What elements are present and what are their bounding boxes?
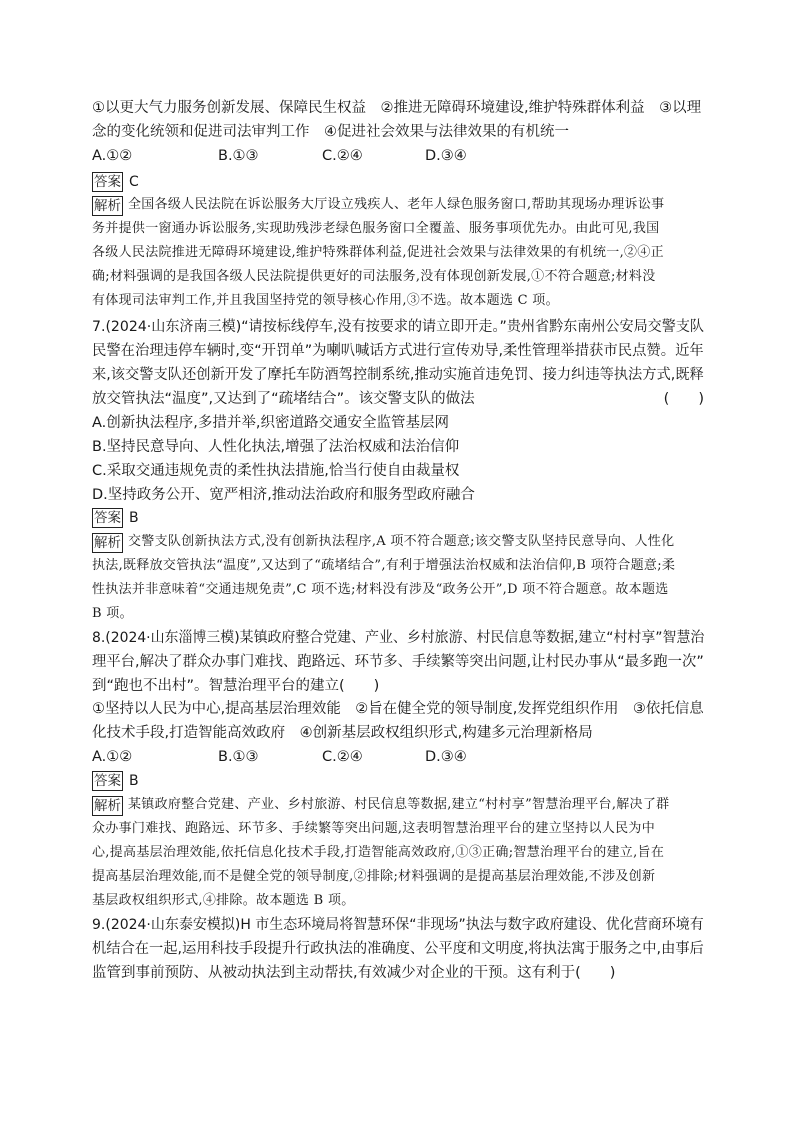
q7-stem-line: 放交管执法“温度”,又达到了“疏堵结合”。该交警支队的做法: [92, 391, 475, 407]
q7-answer: [92, 507, 704, 529]
q6-option-d: D.③④: [425, 148, 467, 164]
q7-stem-line: 7.(2024·山东济南三模)“请按标线停车,没有按要求的请立即开走。”贵州省黔东南州公安局交警支队: [92, 319, 705, 335]
q8-statement-line: ①坚持以人民为中心,提高基层治理效能 ②旨在健全党的领导制度,发挥党组织作用 ③依托信息: [92, 701, 704, 717]
q7-analysis-line: 性执法并非意味着“交通违规免责”,C 项不选;材料没有涉及“政务公开”,D 项不符合题意。故本题选: [92, 582, 669, 597]
q6-options: [92, 145, 704, 167]
q9-stem-line: 9.(2024·山东泰安模拟)H 市生态环境局将智慧环保“非现场”执法与数字政府建设、优化营商环境有: [92, 917, 704, 933]
q7-analysis-line: 执法,既释放交管执法“温度”,又达到了“疏堵结合”,有利于增强法治权威和法治信仰,B 项符合题意;柔: [92, 558, 676, 573]
analysis-tag: 解析: [94, 798, 121, 814]
q6-analysis-line: 务并提供一窗通办诉讼服务,实现助残涉老绿色服务窗口全覆盖、服务事项优先办。由此可见,我国: [92, 221, 660, 236]
q6-option-c: C.②④: [322, 148, 363, 164]
q7-option-c: C.采取交通违规免责的柔性执法措施,恰当行使自由裁量权: [92, 463, 460, 479]
q9-stem-line: 机结合在一起,运用科技手段提升行政执法的准确度、公平度和文明度,将执法寓于服务之中,由事后: [92, 941, 704, 957]
q8-analysis-line: 某镇政府整合党建、产业、乡村旅游、村民信息等数据,建立“村村享”智慧治理平台,解决了群: [128, 797, 670, 812]
q8-options: [92, 746, 704, 768]
q7-option-a: A.创新执法程序,多措并举,织密道路交通安全监管基层网: [92, 415, 449, 431]
q8-stem-line: 到“跑也不出村”。智慧治理平台的建立( ): [92, 678, 380, 694]
answer-tag: 答案: [94, 174, 121, 190]
q8-analysis-line: 基层政权组织形式,④排除。故本题选 B 项。: [92, 893, 355, 908]
q6-statement-line: 念的变化统领和促进司法审判工作 ④促进社会效果与法律效果的有机统一: [92, 124, 569, 140]
answer-tag: 答案: [94, 773, 121, 789]
q6-analysis-line: 全国各级人民法院在诉讼服务大厅设立残疾人、老年人绿色服务窗口,帮助其现场办理诉讼事: [128, 197, 665, 212]
q8-option-d: D.③④: [425, 749, 467, 765]
q7-option-d: D.坚持政务公开、宽严相济,推动法治政府和服务型政府融合: [92, 487, 475, 503]
q8-statement-line: 化技术手段,打造智能高效政府 ④创新基层政权组织形式,构建多元治理新格局: [92, 725, 593, 741]
q8-answer-value: B: [129, 773, 139, 789]
q8-stem-line: 8.(2024·山东淄博三模)某镇政府整合党建、产业、乡村旅游、村民信息等数据,建立“村村享”智慧治: [92, 630, 705, 646]
q8-option-a: A.①②: [92, 749, 133, 765]
q7-stem-line: 民警在治理违停车辆时,变“开罚单”为喇叭喊话方式进行宣传劝导,柔性管理举措获市民点赞。近年: [92, 343, 704, 359]
q7-answer-value: B: [129, 510, 139, 526]
q8-stem-line: 理平台,解决了群众办事门难找、跑路远、环节多、手续繁等突出问题,让村民办事从“最多跑一次”: [92, 654, 704, 670]
q9-stem-line: 监管到事前预防、从被动执法到主动帮扶,有效减少对企业的干预。这有利于( ): [92, 965, 616, 981]
q8-analysis-line: 心,提高基层治理效能,依托信息化技术手段,打造智能高效政府,①③正确;智慧治理平台的建立,旨在: [92, 845, 665, 860]
q7-stem-line: 来,该交警支队还创新开发了摩托车防酒驾控制系统,推动实施首违免罚、接力纠违等执法方式,既释: [92, 367, 704, 383]
q7-answer-blank: ( ): [663, 391, 704, 407]
q7-analysis-line: 交警支队创新执法方式,没有创新执法程序,A 项不符合题意;该交警支队坚持民意导向、人性化: [128, 534, 675, 549]
q6-answer-value: C: [129, 174, 139, 190]
q6-answer: [92, 171, 704, 193]
analysis-tag: 解析: [94, 198, 121, 214]
q6-statement-line: ①以更大气力服务创新发展、保障民生权益 ②推进无障碍环境建设,维护特殊群体利益 ③以理: [92, 100, 702, 116]
answer-tag: 答案: [94, 510, 121, 526]
analysis-tag: 解析: [94, 535, 121, 551]
q8-answer: [92, 770, 704, 792]
q8-analysis-line: 众办事门难找、跑路远、环节多、手续繁等突出问题,这表明智慧治理平台的建立坚持以人民为中: [92, 821, 656, 836]
q8-analysis-line: 提高基层治理效能,而不是健全党的领导制度,②排除;材料强调的是提高基层治理效能,不涉及创新: [92, 869, 656, 884]
q6-analysis-line: 确;材料强调的是我国各级人民法院提供更好的司法服务,没有体现创新发展,①不符合题意;材料没: [92, 269, 656, 284]
q6-option-b: B.①③: [218, 148, 259, 164]
q6-analysis-line: 有体现司法审判工作,并且我国坚持党的领导核心作用,③不选。故本题选 C 项。: [92, 293, 559, 308]
q7-option-b: B.坚持民意导向、人性化执法,增强了法治权威和法治信仰: [92, 439, 460, 455]
q8-option-b: B.①③: [218, 749, 259, 765]
q8-option-c: C.②④: [322, 749, 363, 765]
q7-analysis-line: B 项。: [92, 606, 133, 621]
q6-option-a: A.①②: [92, 148, 133, 164]
q6-analysis-line: 各级人民法院推进无障碍环境建设,维护特殊群体利益,促进社会效果与法律效果的有机统一,②④正: [92, 245, 664, 260]
